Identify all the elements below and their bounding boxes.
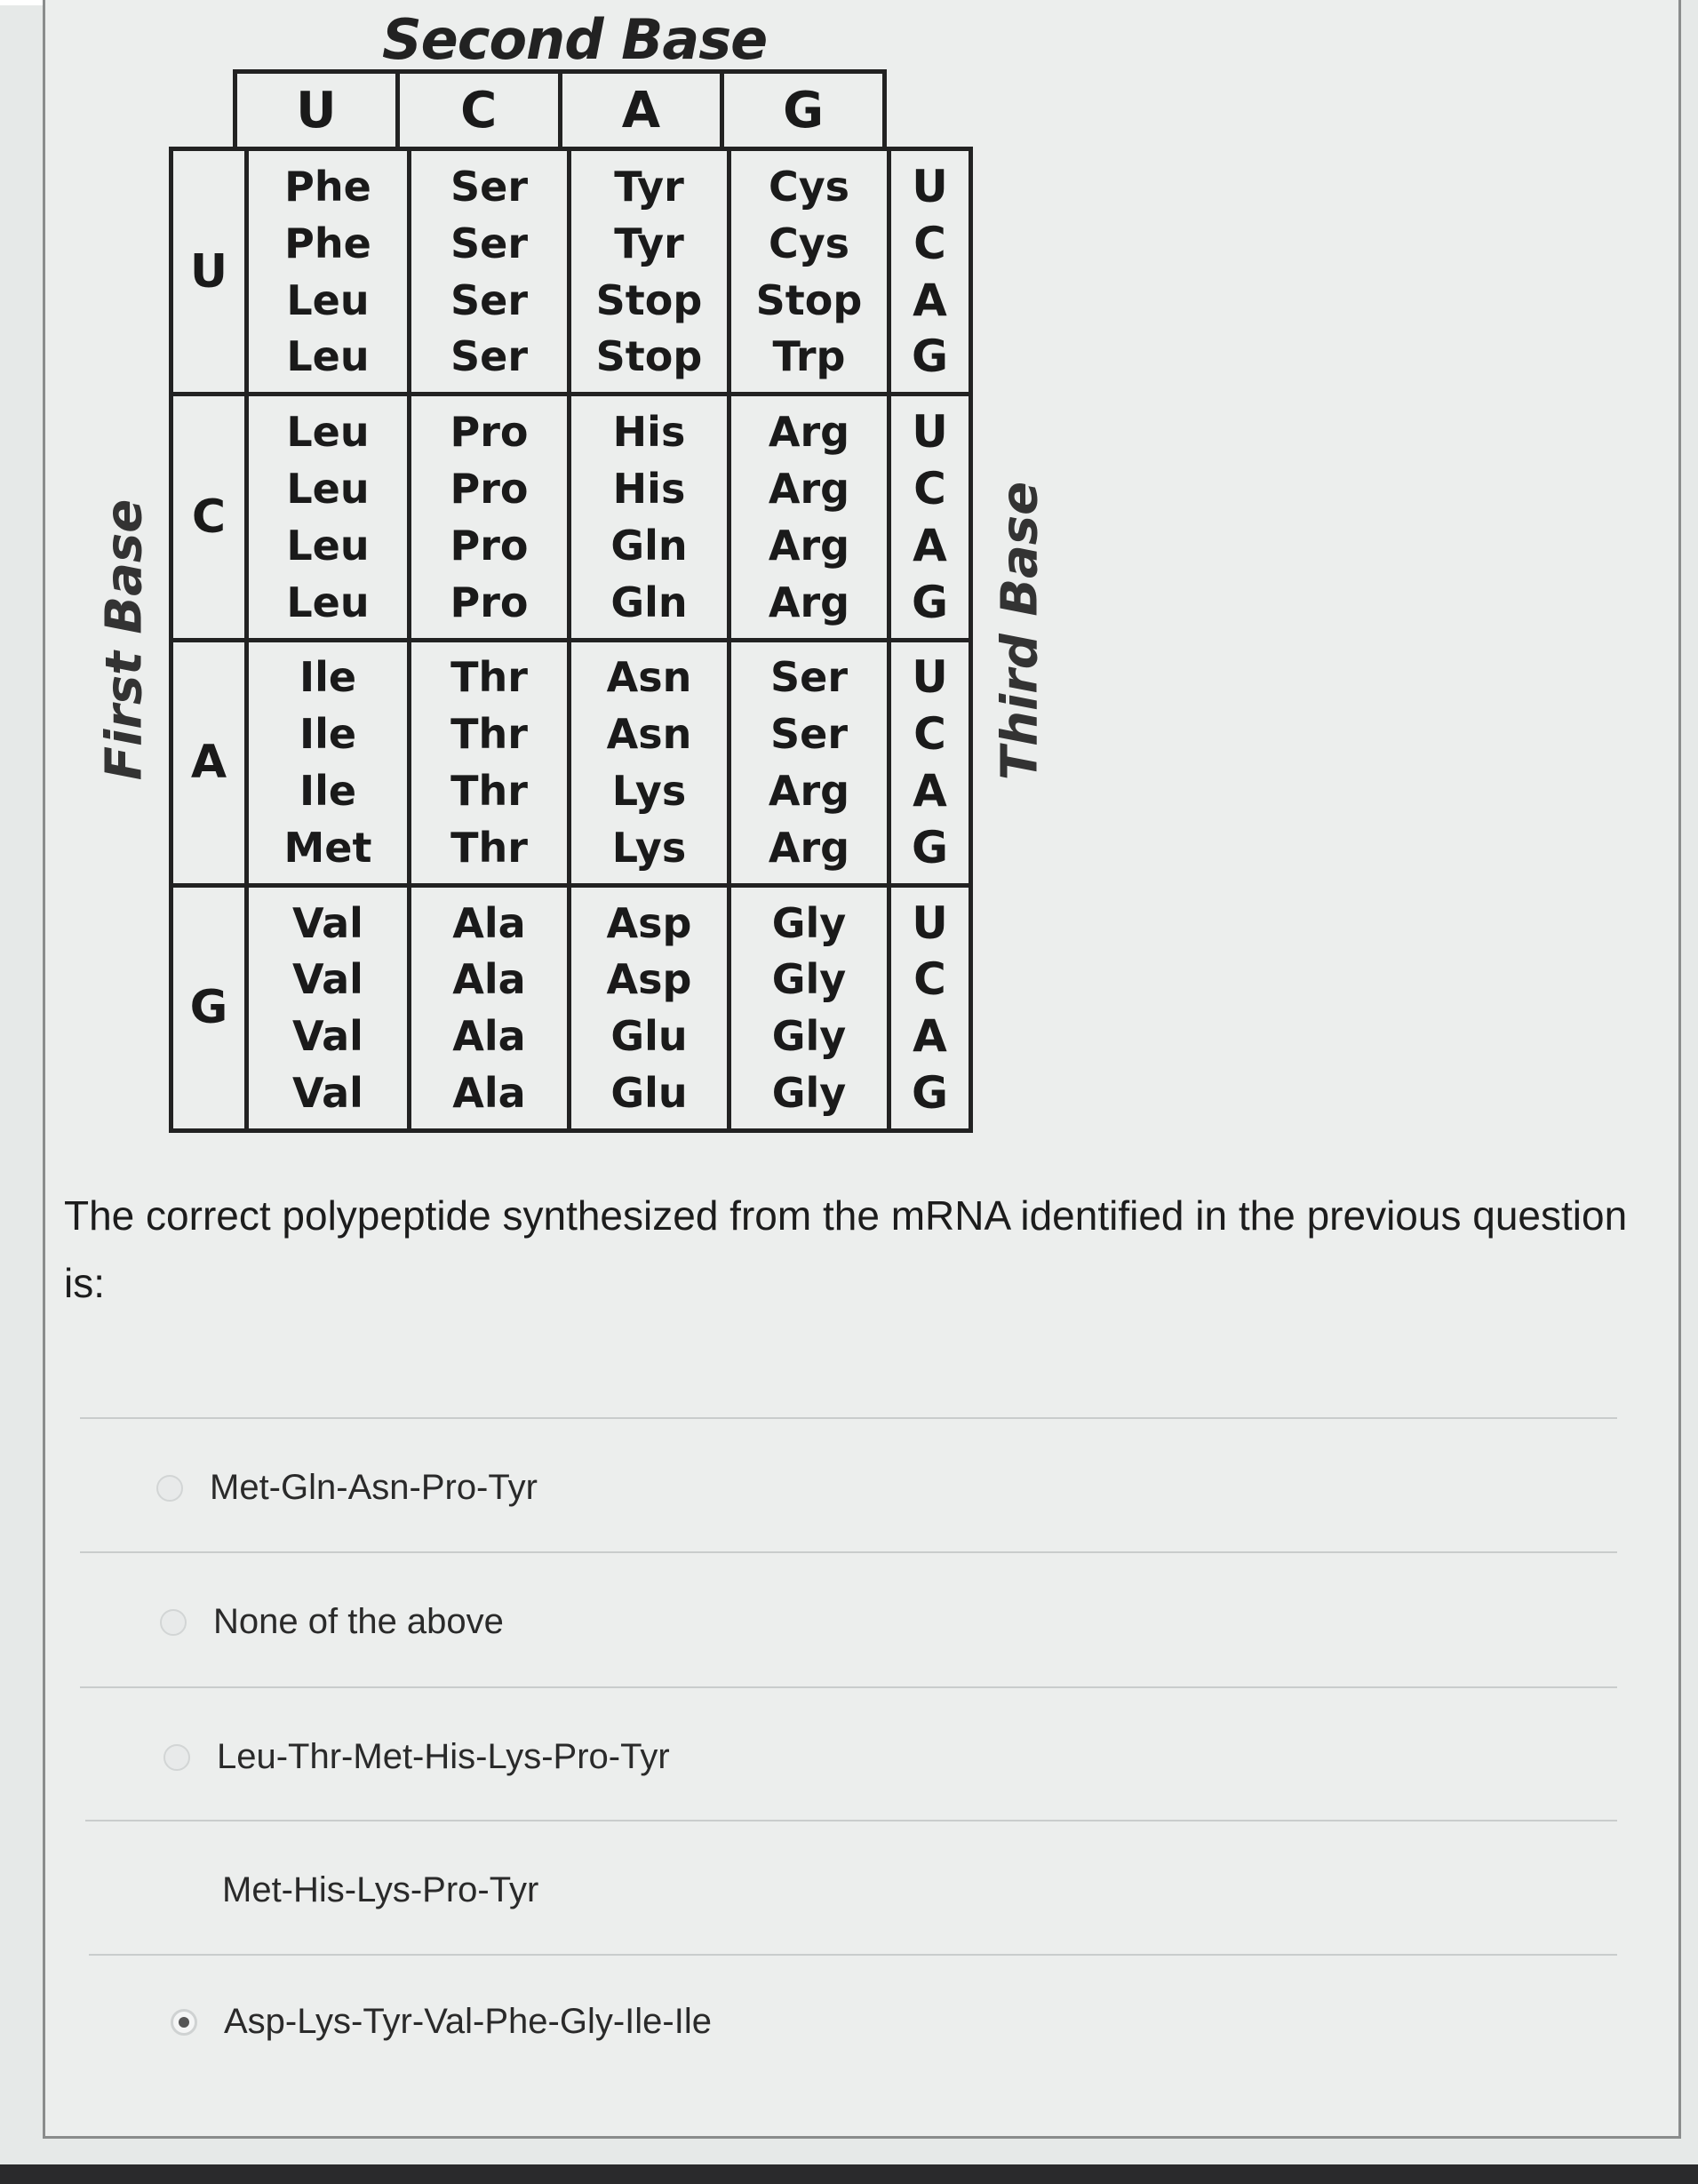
amino-acid: Stop (755, 275, 863, 324)
amino-acid: Asp (606, 898, 692, 947)
radio-button[interactable] (163, 1744, 190, 1771)
amino-acid: Ser (769, 653, 848, 702)
amino-acid: Gly (771, 1012, 847, 1061)
third-base-label: C (913, 462, 946, 514)
amino-acid-column (249, 396, 411, 637)
third-base-label: A (913, 519, 947, 571)
answer-option-label: Met-Gln-Asn-Pro-Tyr (210, 1468, 538, 1507)
amino-acid-column (731, 396, 891, 637)
third-base-column (891, 151, 969, 392)
answer-option-label: Leu-Thr-Met-His-Lys-Pro-Tyr (217, 1737, 670, 1776)
answer-option-label: Asp-Lys-Tyr-Val-Phe-Gly-Ile-Ile (224, 2002, 712, 2041)
amino-acid-column (411, 151, 571, 392)
column-header: U (237, 74, 400, 147)
amino-acid: Cys (768, 162, 850, 211)
third-base-label: A (913, 1010, 947, 1063)
amino-acid: Trp (772, 332, 846, 381)
amino-acid: Pro (450, 578, 529, 626)
amino-acid: Ala (452, 1069, 526, 1118)
bottom-bar (0, 2164, 1698, 2184)
radio-button[interactable] (156, 1475, 183, 1502)
third-base-column (891, 396, 969, 637)
amino-acid-column (731, 151, 891, 392)
radio-button-selected[interactable] (171, 2009, 197, 2036)
amino-acid: Pro (450, 521, 529, 570)
amino-acid: Val (292, 1069, 363, 1118)
column-header: G (783, 81, 825, 139)
first-base-label: A (173, 642, 249, 883)
third-base-title: Third Base (991, 481, 1049, 781)
amino-acid: Gly (771, 898, 847, 947)
amino-acid: Arg (768, 767, 850, 816)
amino-acid: Arg (768, 521, 850, 570)
amino-acid: Ala (452, 1012, 526, 1061)
amino-acid: Ala (452, 898, 526, 947)
amino-acid-column (571, 396, 731, 637)
amino-acid: Ser (450, 162, 528, 211)
third-base-column (891, 642, 969, 883)
third-base-label: U (912, 160, 948, 212)
third-base-label: U (912, 897, 948, 949)
amino-acid: His (612, 408, 686, 457)
divider (80, 1551, 1617, 1553)
question-text: The correct polypeptide synthesized from the mRNA identified in the previous question is: (64, 1192, 1628, 1306)
amino-acid: Leu (286, 521, 370, 570)
answer-option-label: Met-His-Lys-Pro-Tyr (222, 1870, 539, 1909)
answer-option-selected[interactable] (171, 2002, 712, 2042)
third-base-label: G (911, 821, 949, 873)
amino-acid: Ser (450, 275, 528, 324)
divider (85, 1820, 1617, 1821)
amino-acid-column (571, 888, 731, 1128)
amino-acid: Leu (286, 332, 370, 381)
third-base-label: G (911, 1067, 949, 1120)
divider (89, 1954, 1617, 1956)
first-base-title: First Base (95, 498, 154, 781)
amino-acid: Asn (606, 653, 692, 702)
amino-acid: Gln (610, 578, 688, 626)
codon-block (173, 396, 969, 642)
amino-acid: Pro (450, 408, 529, 457)
amino-acid: Leu (286, 408, 370, 457)
answer-option-label: None of the above (213, 1602, 504, 1641)
amino-acid-column (731, 642, 891, 883)
third-base-label: U (912, 406, 948, 458)
amino-acid: Thr (450, 653, 528, 702)
first-base-label: G (173, 888, 249, 1128)
amino-acid: Asn (606, 710, 692, 759)
first-base-label: U (173, 151, 249, 392)
third-base-label: C (913, 953, 946, 1006)
amino-acid: Phe (284, 162, 371, 211)
amino-acid: Gly (771, 955, 847, 1004)
amino-acid: Lys (611, 767, 687, 816)
amino-acid: Thr (450, 823, 528, 872)
third-base-label: A (913, 765, 947, 817)
amino-acid-column (249, 151, 411, 392)
codon-block (173, 642, 969, 888)
column-header: A (562, 74, 725, 147)
amino-acid: His (612, 464, 686, 513)
answer-option[interactable] (160, 1602, 504, 1642)
third-base-label: C (913, 708, 946, 761)
amino-acid: Phe (284, 219, 371, 267)
amino-acid-column (249, 642, 411, 883)
amino-acid: Arg (768, 464, 850, 513)
third-base-column (891, 888, 969, 1128)
amino-acid: Thr (450, 710, 528, 759)
codon-block (173, 888, 969, 1128)
amino-acid-column (411, 396, 571, 637)
first-base-label: C (173, 396, 249, 637)
codon-table (169, 147, 973, 1133)
answer-option[interactable] (156, 1468, 538, 1508)
amino-acid: Leu (286, 275, 370, 324)
amino-acid: Tyr (614, 162, 684, 211)
codon-table-column-headers (233, 69, 887, 151)
amino-acid: Cys (768, 219, 850, 267)
amino-acid: Val (292, 955, 363, 1004)
amino-acid: Ala (452, 955, 526, 1004)
amino-acid: Tyr (614, 219, 684, 267)
amino-acid: Leu (286, 464, 370, 513)
third-base-label: C (913, 217, 946, 269)
divider (80, 1417, 1617, 1419)
codon-block (173, 151, 969, 396)
amino-acid: Asp (606, 955, 692, 1004)
amino-acid: Ile (299, 767, 357, 816)
amino-acid: Ile (299, 710, 357, 759)
amino-acid: Arg (768, 823, 850, 872)
radio-button[interactable] (160, 1609, 187, 1636)
amino-acid: Stop (595, 275, 703, 324)
third-base-label: U (912, 651, 948, 704)
amino-acid: Met (283, 823, 372, 872)
amino-acid: Val (292, 1012, 363, 1061)
amino-acid: Leu (286, 578, 370, 626)
column-header: C (400, 74, 562, 147)
amino-acid: Arg (768, 578, 850, 626)
amino-acid: Lys (611, 823, 687, 872)
answer-option[interactable] (163, 1737, 670, 1777)
amino-acid: Ile (299, 653, 357, 702)
third-base-label: G (911, 576, 949, 628)
amino-acid: Val (292, 898, 363, 947)
amino-acid-column (571, 642, 731, 883)
third-base-label: G (911, 331, 949, 383)
amino-acid-column (571, 151, 731, 392)
divider (80, 1686, 1617, 1688)
amino-acid: Ser (450, 332, 528, 381)
amino-acid: Glu (610, 1069, 688, 1118)
amino-acid: Gly (771, 1069, 847, 1118)
amino-acid: Thr (450, 767, 528, 816)
amino-acid-column (411, 888, 571, 1128)
amino-acid: Gln (610, 521, 688, 570)
amino-acid: Ser (769, 710, 848, 759)
amino-acid-column (411, 642, 571, 883)
amino-acid: Glu (610, 1012, 688, 1061)
amino-acid: Pro (450, 464, 529, 513)
answer-option[interactable] (169, 1870, 538, 1910)
second-base-title: Second Base (382, 7, 768, 72)
amino-acid: Stop (595, 332, 703, 381)
amino-acid-column (731, 888, 891, 1128)
amino-acid-column (249, 888, 411, 1128)
amino-acid: Ser (450, 219, 528, 267)
third-base-label: A (913, 274, 947, 326)
amino-acid: Arg (768, 408, 850, 457)
